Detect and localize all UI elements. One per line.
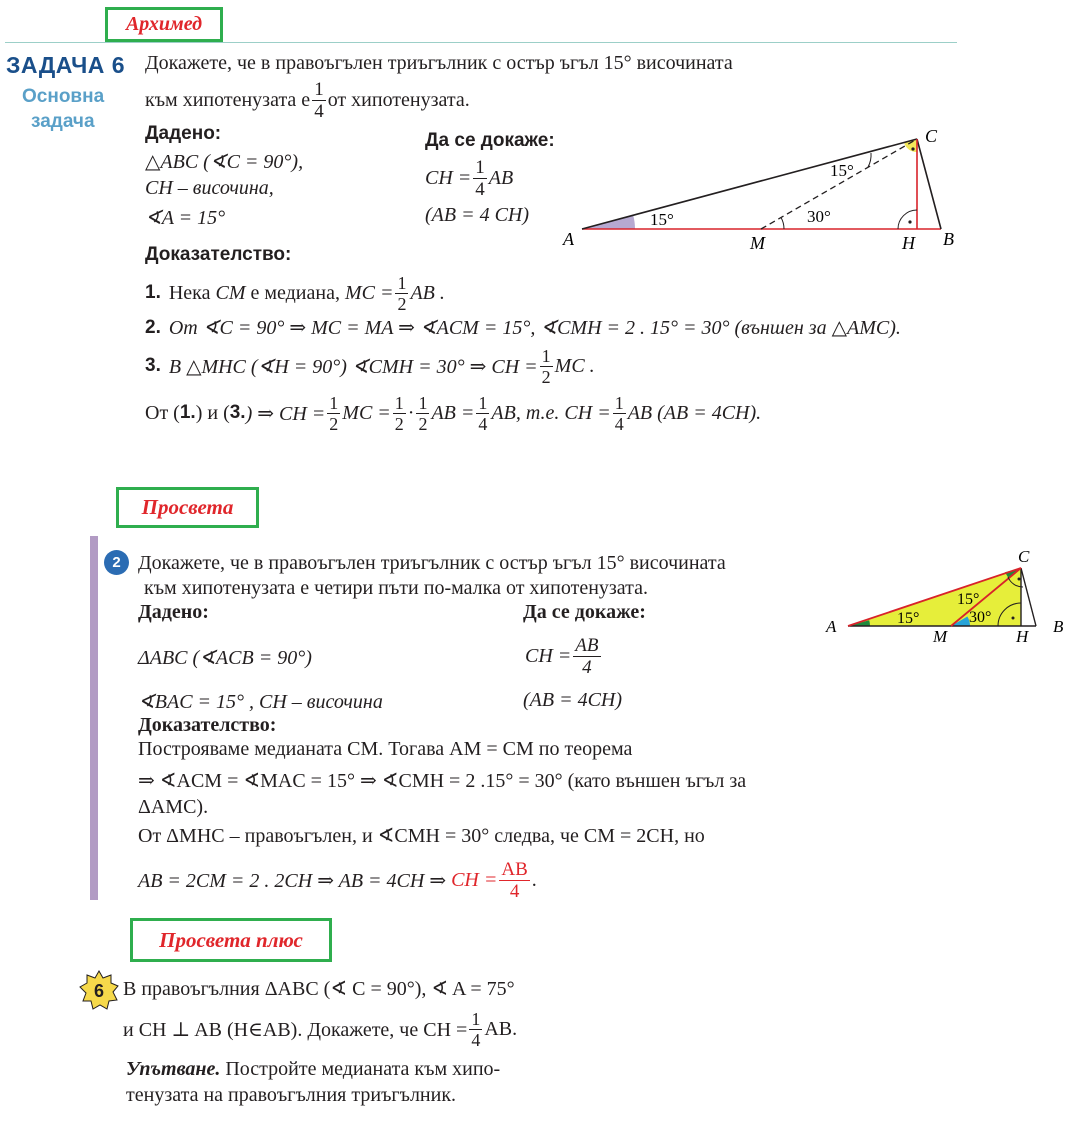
proof-text: . — [531, 868, 537, 891]
fraction-denominator: 2 — [418, 413, 428, 434]
side-ac — [582, 139, 917, 229]
vertex-h-label: H — [1016, 627, 1029, 646]
given-item-1: ΔABC (∢ACB = 90°) — [138, 647, 312, 669]
proof-line-1: Построяваме медианата CM. Тогава AM = CM по теорема — [138, 738, 633, 760]
vertex-a-label: A — [826, 617, 837, 636]
task-subtitle-1: Основна — [22, 86, 105, 107]
exercise-number: 6 — [93, 981, 105, 1001]
fraction-numerator: 1 — [471, 1008, 481, 1029]
fraction-denominator: 4 — [314, 100, 324, 122]
vertex-c-label: C — [925, 126, 938, 146]
fraction-denominator: 4 — [582, 656, 592, 678]
fraction-numerator: 1 — [394, 392, 404, 413]
step-number: 2. — [145, 316, 161, 338]
prove-item-1 — [525, 630, 603, 682]
fraction-denominator: 4 — [478, 413, 488, 434]
concl-dot: · — [407, 401, 415, 424]
vertex-m-label: M — [933, 627, 948, 646]
fraction-denominator: 2 — [329, 413, 339, 434]
prove-item-2: (AB = 4CH) — [523, 689, 623, 711]
concl-text: AB, т.е. CH = — [491, 401, 611, 424]
prove-lhs: CH = — [525, 644, 572, 667]
right-angle-h-arc — [898, 210, 917, 229]
side-bc — [1021, 568, 1036, 626]
prove-item-1 — [425, 155, 513, 201]
triangle-figure-2 — [820, 545, 1075, 650]
hint-line-2: тенузата на правоъгълния триъгълник. — [126, 1084, 457, 1106]
step-number: 1. — [145, 282, 161, 303]
fraction-one-half — [540, 347, 553, 386]
proof-line-4: От ΔMHC – правоъгълен, и ∢CMH = 30° следва, че CM = 2CH, но — [138, 825, 705, 847]
proof-title: Доказателство: — [138, 714, 277, 736]
proof-result: CH = — [451, 868, 498, 891]
triangle-figure-1 — [555, 120, 965, 260]
concl-text: От ( — [145, 401, 180, 424]
step-text: MC = — [344, 281, 394, 304]
fraction-numerator: 1 — [541, 345, 551, 366]
fraction-one-quarter — [476, 394, 489, 433]
given-title: Дадено: — [145, 123, 222, 144]
fraction-one-half — [416, 394, 429, 433]
right-angle-h-dot — [908, 220, 911, 223]
fraction-numerator: 1 — [329, 392, 339, 413]
fraction-denominator: 2 — [397, 293, 407, 314]
right-angle-c-dot — [1018, 578, 1021, 581]
vertex-a-label: A — [563, 229, 574, 249]
proof-text: AB = 2CM = 2 . 2CH ⇒ AB = 4CH ⇒ — [138, 869, 447, 892]
fraction-denominator: 4 — [475, 178, 485, 200]
fraction-one-quarter — [613, 394, 626, 433]
given-item-2: CH – височина, — [145, 177, 274, 199]
statement-text-a: към хипотенузата е — [145, 88, 311, 111]
fraction-numerator: 1 — [397, 272, 407, 293]
prove-title: Да се докаже: — [425, 130, 555, 151]
proof-title: Доказателство: — [145, 244, 292, 265]
fraction-one-half — [327, 394, 340, 433]
given-item-1: △ABC (∢C = 90°), — [145, 151, 304, 173]
fraction-denominator: 2 — [394, 413, 404, 434]
prove-rhs: AB — [488, 166, 514, 189]
task-title: ЗАДАЧА 6 — [6, 52, 126, 78]
concl-text: ) и ( — [195, 401, 230, 424]
header-rule — [5, 42, 957, 43]
concl-ref: 3. — [229, 402, 246, 423]
angle-cmh-label: 30° — [969, 609, 992, 626]
concl-ref: 1. — [179, 402, 196, 423]
statement-line-2 — [145, 78, 470, 122]
vertex-c-label: C — [1018, 547, 1030, 566]
fraction-numerator: 1 — [314, 78, 324, 100]
angle-a-label: 15° — [650, 210, 674, 229]
angle-cmh-arc — [781, 218, 784, 230]
exercise-number-badge: 2 — [104, 550, 129, 575]
fraction-denominator: 4 — [509, 880, 520, 902]
step-text: В △MHC (∢H = 90°) ∢CMH = 30° ⇒ CH = — [168, 355, 538, 378]
step-text: CM — [215, 281, 246, 304]
step-text: е медиана, — [250, 281, 340, 304]
median-cm — [761, 139, 917, 229]
fraction-denominator: 4 — [471, 1029, 481, 1050]
proof-conclusion — [145, 390, 761, 436]
source-label-arhimed: Архимед — [105, 7, 223, 42]
vertex-m-label: M — [750, 233, 765, 253]
prove-title: Да се докаже: — [523, 601, 646, 623]
hint-text: Постройте медианата към хипо- — [225, 1058, 501, 1080]
hint-line-1 — [126, 1058, 500, 1081]
concl-text: MC = — [342, 401, 391, 424]
source-label-prosveta: Просвета — [116, 487, 259, 528]
fraction-numerator: AB — [501, 858, 528, 880]
side-bar — [90, 536, 98, 900]
angle-acm-label: 15° — [957, 591, 980, 608]
statement-line-1: Докажете, че в правоъгълен триъгълник с остър ъгъл 15° височината — [145, 52, 733, 74]
exercise-line-2 — [123, 1006, 517, 1052]
proof-step-2 — [145, 315, 901, 340]
fraction-one-quarter — [469, 1010, 482, 1049]
angle-acm-arc — [868, 153, 871, 167]
proof-line-3: ΔAMC). — [138, 796, 209, 818]
given-title: Дадено: — [138, 601, 209, 623]
hint-label: Упътване. — [126, 1058, 221, 1080]
vertex-h-label: H — [902, 233, 915, 253]
fraction-denominator: 4 — [614, 413, 624, 434]
right-angle-h-dot — [1012, 617, 1015, 620]
source-label-prosveta-plus: Просвета плюс — [130, 918, 332, 962]
fraction-numerator: AB — [575, 634, 599, 656]
concl-text: ) ⇒ CH = — [245, 402, 326, 425]
fraction-ab-over-4 — [573, 636, 600, 677]
fraction-numerator: 1 — [418, 392, 428, 413]
step-text: От ∢C = 90° ⇒ MC = MA ⇒ ∢ACM = 15°, ∢CMH = 2 . 15° = 30° (външен за △AMC). — [168, 317, 901, 339]
right-angle-c-dot — [911, 147, 914, 150]
fraction-numerator: 1 — [475, 156, 485, 178]
prove-item-2: (AB = 4 CH) — [425, 204, 530, 226]
fraction-one-half — [395, 274, 408, 313]
vertex-b-label: B — [1053, 617, 1064, 636]
step-number: 3. — [145, 355, 161, 376]
given-item-2: ∢BAC = 15° , CH – височина — [138, 691, 383, 713]
concl-text: AB (AB = 4CH). — [627, 401, 762, 424]
concl-text: AB = — [431, 401, 475, 424]
proof-line-5 — [138, 852, 537, 908]
statement-line-2: към хипотенузата е четири пъти по-малка от хипотенузата. — [144, 577, 649, 599]
exercise-text: AB. — [484, 1017, 518, 1040]
fraction-numerator: 1 — [614, 392, 624, 413]
fraction-one-quarter — [473, 158, 487, 199]
fraction-one-quarter — [312, 80, 326, 121]
step-text: Нека — [168, 281, 211, 304]
angle-acm-label: 15° — [830, 161, 854, 180]
exercise-text: и CH ⊥ AB (H∈AB). Докажете, че CH = — [123, 1018, 468, 1041]
vertex-b-label: B — [943, 229, 954, 249]
step-text: MC . — [554, 354, 595, 377]
fraction-one-half — [393, 394, 406, 433]
fraction-ab-over-4 — [499, 860, 529, 901]
angle-a-label: 15° — [897, 610, 920, 627]
prove-lhs: CH = — [425, 166, 472, 189]
fraction-denominator: 2 — [541, 366, 551, 387]
proof-step-3 — [145, 344, 595, 388]
fraction-numerator: 1 — [478, 392, 488, 413]
exercise-line-1: В правоъгълния ΔABC (∢ C = 90°), ∢ A = 75° — [123, 978, 515, 1000]
proof-step-1 — [145, 272, 445, 314]
task-subtitle-2: задача — [31, 111, 95, 132]
angle-cmh-label: 30° — [807, 207, 831, 226]
side-bc — [917, 139, 941, 229]
statement-text-b: от хипотенузата. — [327, 88, 470, 111]
starburst-badge — [79, 970, 119, 1010]
statement-line-1: Докажете, че в правоъгълен триъгълник с остър ъгъл 15° височината — [138, 552, 726, 574]
step-text: AB . — [410, 281, 445, 304]
proof-line-2: ⇒ ∢ACM = ∢MAC = 15° ⇒ ∢CMH = 2 .15° = 30° (като външен ъгъл за — [138, 770, 747, 792]
given-item-3: ∢A = 15° — [145, 207, 226, 229]
